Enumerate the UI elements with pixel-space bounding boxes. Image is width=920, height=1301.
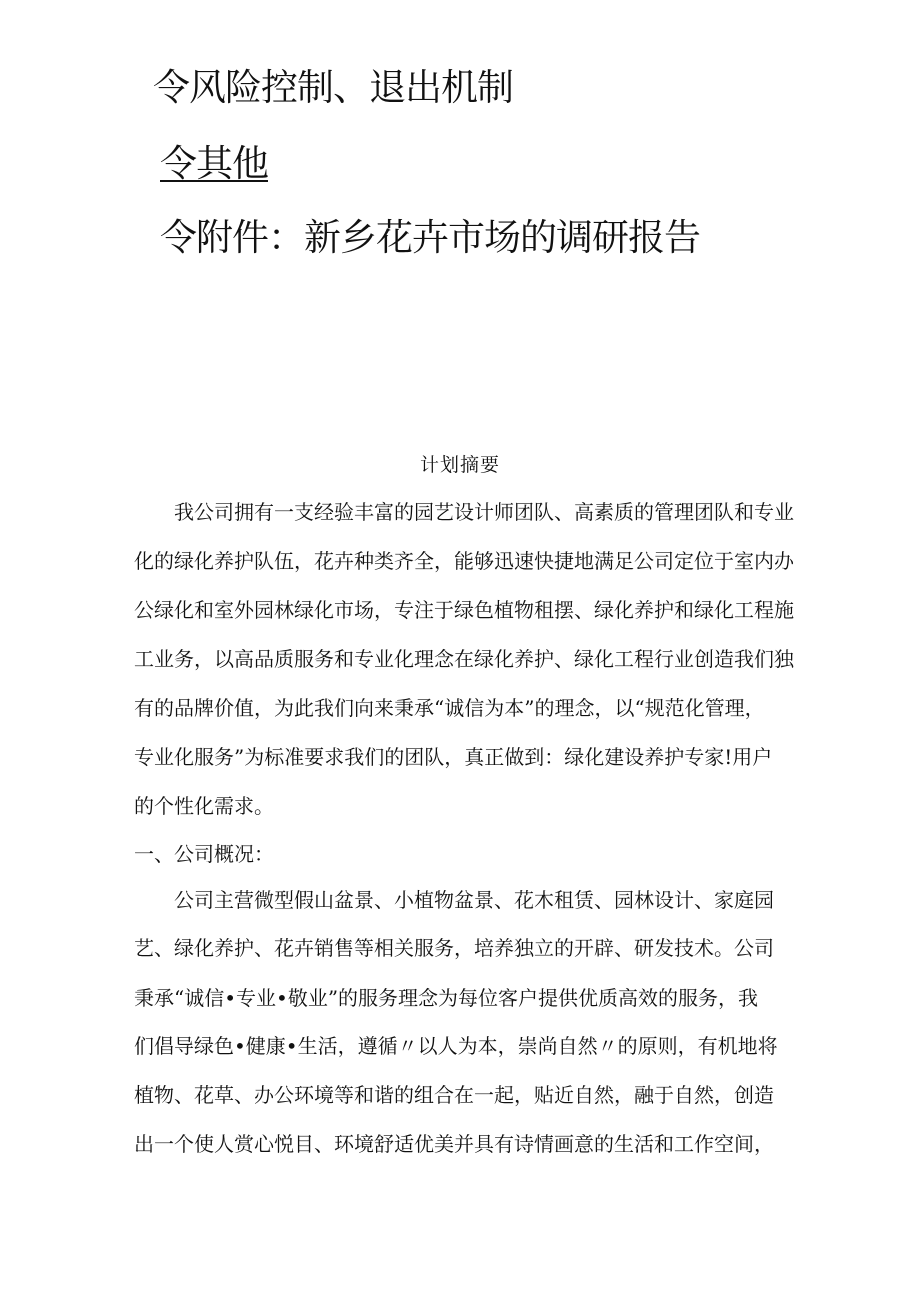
summary-line: 专业化服务”为标准要求我们的团队，真正做到：绿化建设养护专家!用户 [134,745,773,769]
overview-line: 公司主营微型假山盆景、小植物盆景、花木租赁、园林设计、家庭园 [174,888,774,912]
toc-item-other-text: 令其他 [160,142,268,185]
summary-line: 我公司拥有一支经验丰富的园艺设计师团队、高素质的管理团队和专业 [174,500,794,524]
summary-line: 工业务，以高品质服务和专业化理念在绿化养护、绿化工程行业创造我们独 [134,647,794,671]
overview-line: 植物、花草、办公环境等和谐的组合在一起，贴近自然，融于自然，创造 [134,1083,774,1107]
toc-item-risk-control: 令风险控制、退出机制 [153,66,513,109]
summary-line: 化的绿化养护队伍，花卉种类齐全，能够迅速快捷地满足公司定位于室内办 [134,549,794,573]
overview-line: 们倡导绿色•健康•生活，遵循〃以人为本，崇尚自然〃的原则，有机地将 [134,1034,778,1058]
summary-line: 的个性化需求。 [134,794,274,818]
overview-heading: 一、公司概况： [134,842,274,866]
overview-line: 艺、绿化养护、花卉销售等相关服务，培养独立的开辟、研发技术。公司 [134,936,774,960]
toc-item-appendix: 令附件：新乡花卉市场的调研报告 [160,216,700,259]
summary-line: 有的品牌价值，为此我们向来秉承“诚信为本”的理念，以“规范化管理， [134,696,765,720]
summary-title: 计划摘要 [419,454,500,476]
overview-line: 出一个使人赏心悦目、环境舒适优美并具有诗情画意的生活和工作空间， [134,1132,774,1156]
summary-line: 公绿化和室外园林绿化市场，专注于绿色植物租摆、绿化养护和绿化工程施 [134,598,794,622]
overview-line: 秉承“诚信•专业•敬业”的服务理念为每位客户提供优质高效的服务，我 [134,986,759,1010]
toc-item-other [160,142,268,186]
